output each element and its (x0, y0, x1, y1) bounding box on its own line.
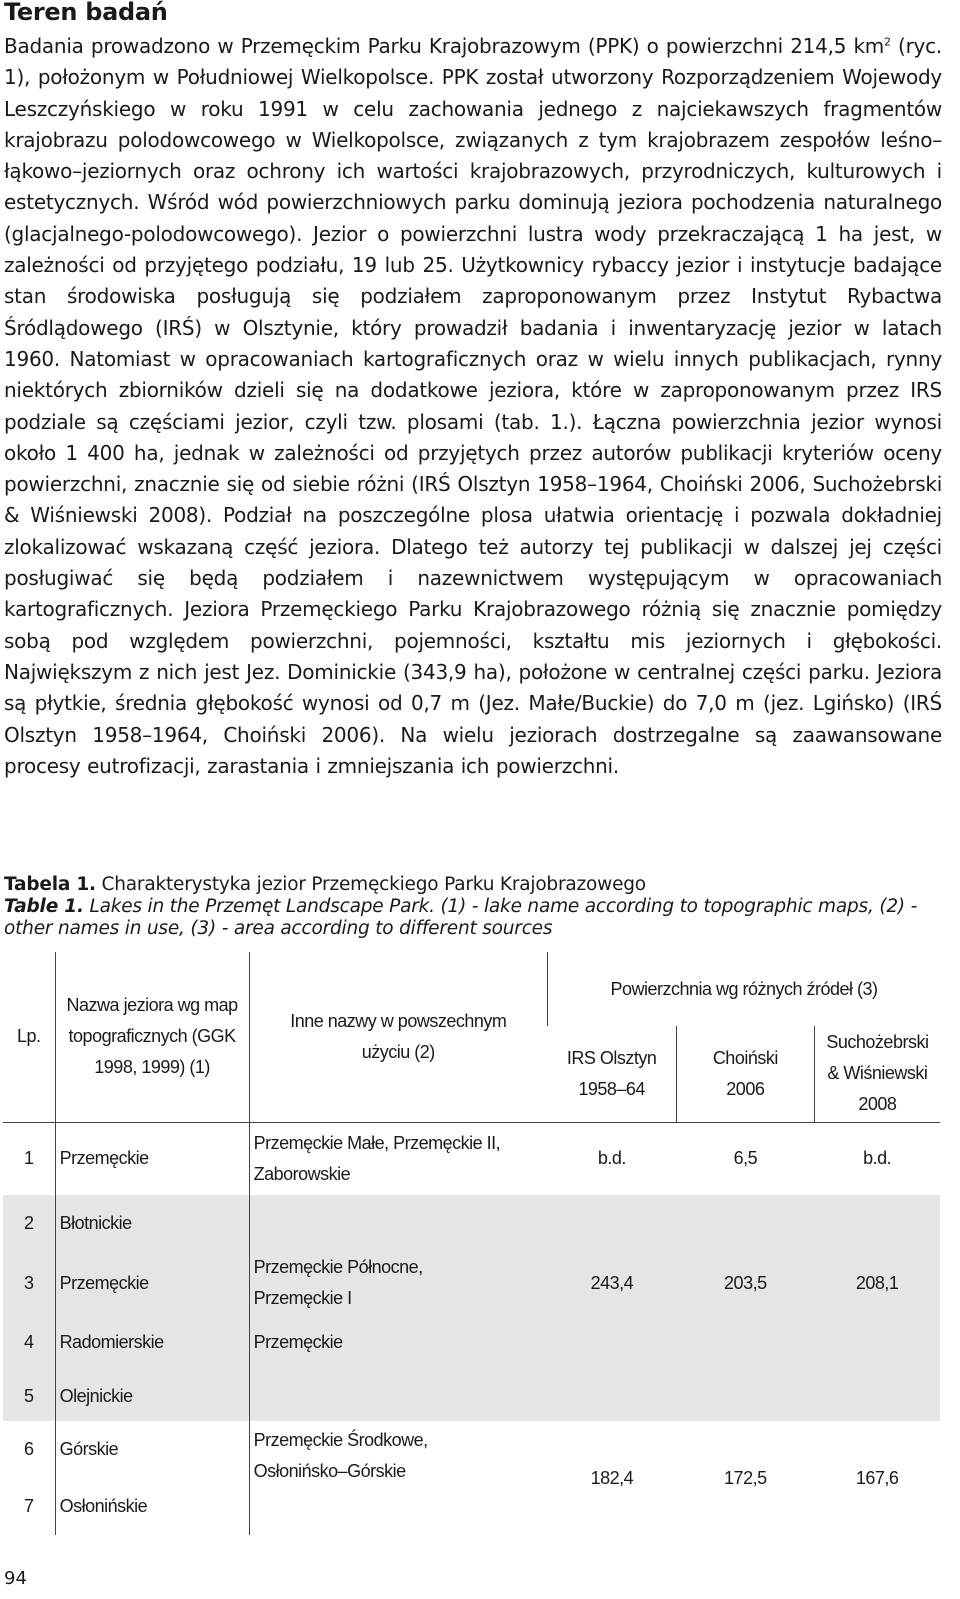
row-other-names: Przemęckie (249, 1314, 547, 1371)
row-area-irs: 182,4 (590, 1467, 634, 1488)
row-area-suchozebrski: b.d. (863, 1148, 892, 1169)
row-lp: 6 (24, 1439, 34, 1459)
section-title: Teren badań (4, 0, 168, 26)
row-lake-name: Przemęckie (55, 1252, 249, 1314)
row-other-names (249, 1371, 547, 1421)
row-lake-name: Osłonińskie (55, 1478, 249, 1535)
header-lp: Lp. (3, 952, 55, 1122)
row-lp: 1 (24, 1148, 34, 1169)
row-lp: 4 (24, 1332, 34, 1352)
row-other-names: Przemęckie Północne, Przemęckie I (249, 1252, 547, 1314)
row-other-names: Przemęckie Środkowe, Osłonińsko–Górskie (249, 1421, 547, 1535)
body-paragraph: Badania prowadzono w Przemęckim Parku Krajobrazowym (PPK) o powierzchni 214,5 $km^2$ (ryc. 1), położonym w Południowej Wielkopolsce. PPK został utworzony Rozporządzeniem Wojewody Leszczyńskiego w roku 1991 w celu zachowania jednego z najciekawszych fragmentów krajobrazu polodowcowego w Wielkopolsce, związanych z tym krajobrazem zespołów leśno–łąkowo–jeziornych oraz ochrony ich wartości krajobrazowych, przyrodniczych, kulturowych i estetycznych. Wśród wód powierzchniowych parku dominują jeziora pochodzenia naturalnego (glacjalnego-polodowcowego). Jezior o powierzchni lustra wody przekraczającą 1 ha jest, w zależności od przyjętego podziału, 19 lub 25. Użytkownicy rybaccy jezior i instytucje badające stan środowiska posługują się podziałem zaproponowanym przez Instytut Rybactwa Śródlądowego (IRŚ) w Olsztynie, który prowadził badania i inwentaryzację jezior w latach 1960. Natomiast w opracowaniach kartograficznych oraz w wielu innych publikacjach, rynny niektórych zbiorników dzieli się na dodatkowe jeziora, które w zaproponowanym przez IRS podziale są częściami jezior, czyli tzw. plosami (tab. 1.). Łączna powierzchnia jezior wynosi około 1 400 ha, jednak w zależności od przyjętych przez autorów publikacji kryteriów oceny powierzchni, znacznie się od siebie różni (IRŚ Olsztyn 1958–1964, Choiński 2006, Suchożebrski & Wiśniewski 2008). Podział na poszczególne plosa ułatwia orientację i pozwala dokładniej zlokalizować wskazaną część jeziora. Dlatego też autorzy tej publikacji w dalszej jej części posługiwać się będą podziałem i nazewnictwem występującym w opracowaniach kartograficznych. Jeziora Przemęckiego Parku Krajobrazowego różnią się znacznie pomiędzy sobą pod względem powierzchni, pojemności, kształtu mis jeziornych i głębokości. Największym z nich jest Jez. Dominickie (343,9 ha), położone w centralnej części parku. Jeziora są płytkie, średnia głębokość wynosi od 0,7 m (Jez. Małe/Buckie) do 7,0 m (jez. Lgińsko) (IRŚ Olsztyn 1958–1964, Choiński 2006). Na wielu jeziorach dostrzegalne są zaawansowane procesy eutrofizacji, zarastania i zmniejszania ich powierzchni. (4, 34, 942, 778)
row-area-suchozebrski: 208,1 (855, 1272, 899, 1293)
superscript: 2 (884, 35, 891, 49)
row-lp: 3 (24, 1272, 34, 1293)
caption-english: Table 1. Lakes in the Przemęt Landscape Park. (1) - lake name according to topographic maps, (2) - other names in use, (3) - area according to different sources (4, 896, 918, 939)
header-suchozebrski: Suchożebrski & Wiśniewski 2008 (814, 1026, 940, 1122)
row-lake-name: Górskie (55, 1421, 249, 1478)
header-choinski: Choiński 2006 (676, 1026, 814, 1122)
row-lp: 5 (24, 1385, 34, 1406)
header-other-names: Inne nazwy w powszechnym użyciu (2) (249, 952, 547, 1122)
header-lake-name: Nazwa jeziora wg map topograficznych (GGK 1998, 1999) (1) (55, 952, 249, 1122)
row-lake-name: Przemęckie (55, 1122, 249, 1195)
row-lp: 7 (24, 1496, 34, 1516)
row-other-names (249, 1195, 547, 1252)
header-irs: IRS Olsztyn 1958–64 (548, 1026, 677, 1122)
row-area-irs: b.d. (597, 1148, 626, 1169)
row-area-choinski: 6,5 (733, 1148, 758, 1169)
row-lp: 2 (24, 1213, 34, 1233)
row-area-choinski: 203,5 (724, 1272, 767, 1293)
caption-polish: Tabela 1. Charakterystyka jezior Przemęckiego Parku Krajobrazowego (4, 874, 646, 895)
row-lake-name: Radomierskie (55, 1314, 249, 1371)
header-area-group: Powierzchnia wg różnych źródeł (3) (548, 952, 941, 1026)
page-number: 94 (4, 1568, 27, 1589)
row-lake-name: Olejnickie (55, 1371, 249, 1421)
row-area-choinski: 172,5 (724, 1467, 767, 1488)
row-other-names: Przemęckie Małe, Przemęckie II, Zaborowskie (249, 1122, 547, 1195)
row-area-suchozebrski: 167,6 (855, 1467, 899, 1488)
row-lake-name: Błotnickie (55, 1195, 249, 1252)
table-caption (4, 874, 944, 940)
row-area-irs: 243,4 (590, 1272, 634, 1293)
lakes-table (3, 952, 940, 1535)
